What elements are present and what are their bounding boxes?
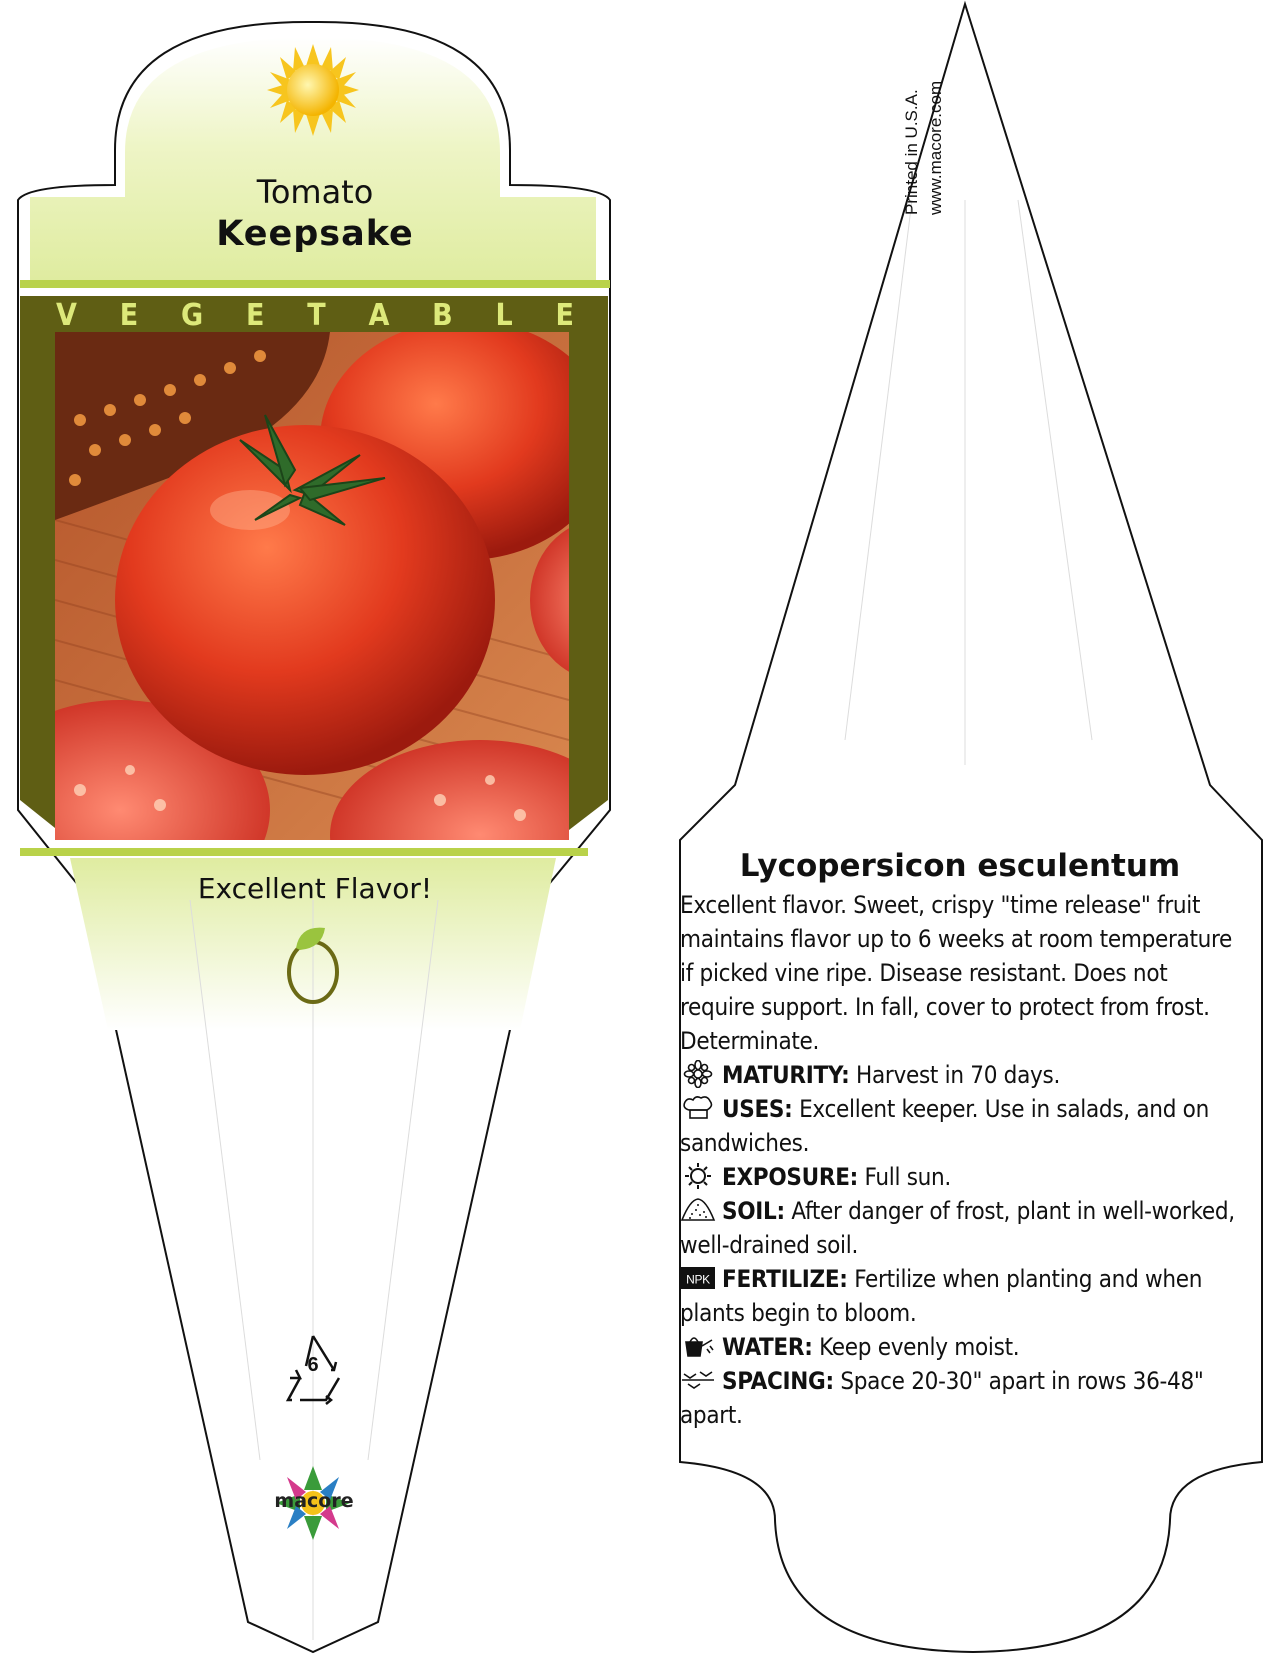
website-line: www.macore.com — [926, 80, 945, 215]
care-row-soil — [680, 1194, 1240, 1262]
watering-can-icon — [680, 1332, 716, 1360]
care-text: After danger of frost, plant in well-worked, well-drained soil. — [680, 1197, 1235, 1259]
care-row-spacing — [680, 1364, 1240, 1432]
care-label: USES: — [722, 1095, 793, 1123]
printed-info — [900, 81, 948, 215]
category-letter: B — [432, 298, 453, 333]
category-letter: G — [180, 298, 204, 333]
care-label: EXPOSURE: — [722, 1163, 858, 1191]
printed-in-line: Printed in U.S.A. — [902, 89, 921, 215]
category-letter: E — [119, 298, 139, 333]
soil-pile-icon — [680, 1196, 716, 1224]
care-row-water — [680, 1330, 1240, 1364]
care-row-fertilize — [680, 1262, 1240, 1330]
description-block — [680, 888, 1240, 1432]
sun-icon — [267, 44, 359, 136]
category-letter: L — [495, 298, 513, 333]
care-row-maturity — [680, 1058, 1240, 1092]
care-text: Full sun. — [864, 1163, 951, 1191]
care-label: MATURITY: — [722, 1061, 850, 1089]
care-label: SPACING: — [722, 1367, 834, 1395]
category-letter: E — [245, 298, 265, 333]
category-letter: A — [368, 298, 390, 333]
npk-icon — [680, 1264, 716, 1292]
description: Excellent flavor. Sweet, crispy "time release" fruit maintains flavor up to 6 weeks at room temperature if picked vine ripe. Disease resistant. Does not require support. In fall, cover to protect from frost. Determinate. — [680, 891, 1233, 1055]
scientific-name: Lycopersicon esculentum — [739, 848, 1181, 884]
category-letter: E — [555, 298, 574, 333]
care-label: WATER: — [722, 1333, 813, 1361]
category-letter: V — [56, 298, 77, 333]
category-letter: T — [307, 298, 326, 333]
chef-hat-icon — [680, 1094, 716, 1122]
care-text: Excellent keeper. Use in salads, and on sandwiches. — [680, 1095, 1209, 1157]
care-text: Harvest in 70 days. — [856, 1061, 1061, 1089]
care-label: SOIL: — [722, 1197, 785, 1225]
category-label — [56, 298, 574, 333]
variety-name: Keepsake — [216, 214, 414, 254]
care-row-exposure — [680, 1160, 1240, 1194]
care-text: Keep evenly moist. — [819, 1333, 1020, 1361]
care-row-uses — [680, 1092, 1240, 1160]
brand-logo-text: macore — [274, 1490, 354, 1512]
care-text: Space 20-30" apart in rows 36-48" apart. — [680, 1367, 1204, 1429]
care-text: Fertilize when planting and when plants begin to bloom. — [680, 1265, 1203, 1327]
spacing-arrows-icon — [680, 1366, 716, 1394]
flower-icon — [680, 1060, 716, 1088]
care-label: FERTILIZE: — [722, 1265, 848, 1293]
common-name: Tomato — [256, 173, 374, 211]
npk-label: NPK — [686, 1272, 710, 1287]
recycle-number: 6 — [307, 1354, 319, 1376]
sun-outline-icon — [680, 1162, 716, 1190]
tagline: Excellent Flavor! — [197, 872, 433, 905]
